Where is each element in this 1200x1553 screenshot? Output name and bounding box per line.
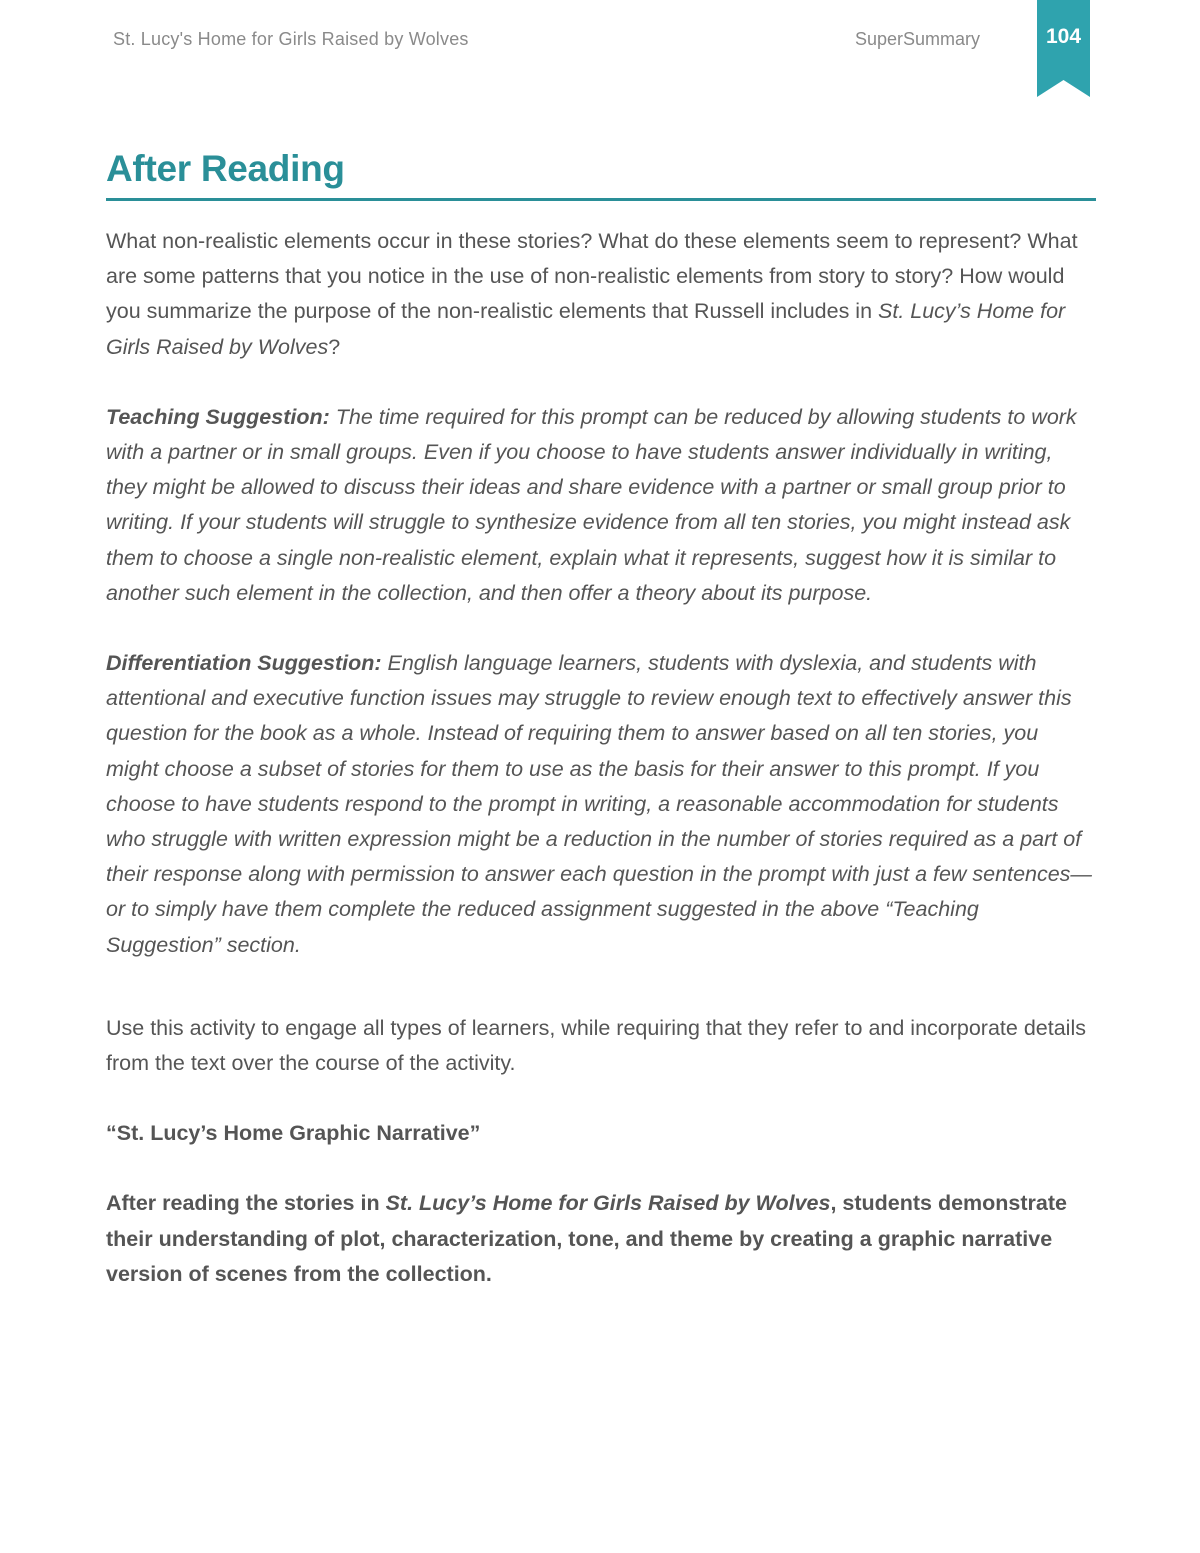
prompt-book-title: St. Lucy’s Home for Girls Raised by Wolves	[106, 299, 1066, 359]
activity-description-book-title: St. Lucy’s Home for Girls Raised by Wolves	[385, 1191, 831, 1216]
title-divider	[106, 198, 1096, 201]
teaching-suggestion	[106, 400, 1096, 611]
teaching-suggestion-text: The time required for this prompt can be reduced by allowing students to work with a partner or in small groups. Even if you choose to have students answer individually in writing, they might be allowed to discuss their ideas and share evidence with a partner or small group prior to writing. If your students will struggle to synthesize evidence from all ten stories, you might instead ask them to choose a single non-realistic element, explain what it represents, suggest how it is similar to another such element in the collection, and then offer a theory about its purpose.	[106, 404, 1077, 605]
running-header-book-title: St. Lucy's Home for Girls Raised by Wolves	[113, 29, 469, 49]
section-title: After Reading	[106, 148, 345, 189]
prompt-text: What non-realistic elements occur in these stories? What do these elements seem to represent? What are some patterns that you notice in the use of non-realistic elements from story to story? How would you summarize the purpose of the non-realistic elements that Russell includes in	[106, 229, 1078, 324]
differentiation-suggestion-label: Differentiation Suggestion:	[106, 651, 382, 676]
running-header-brand: SuperSummary	[855, 29, 981, 49]
page-number-bookmark	[1037, 0, 1090, 97]
differentiation-suggestion-text: English language learners, students with dyslexia, and students with attentional and executive function issues may struggle to review enough text to effectively answer this question for the book as a whole. Instead of requiring them to answer based on all ten stories, you might choose a subset of stories for them to use as the basis for their answer to this prompt. If you choose to have students respond to the prompt in writing, a reasonable accommodation for students who struggle with written expression might be a reduction in the number of stories required as a part of their response along with permission to answer each question in the prompt with just a few sentences—or to simply have them complete the reduced assignment suggested in the above “Teaching Suggestion” section.	[106, 651, 1092, 957]
activity-description-text: After reading the stories in	[106, 1191, 386, 1216]
page-content	[106, 224, 1096, 1292]
differentiation-suggestion	[106, 646, 1096, 963]
activity-intro: Use this activity to engage all types of learners, while requiring that they refer to and incorporate details from the text over the course of the activity.	[106, 1015, 1086, 1076]
prompt-text-end: ?	[328, 334, 341, 359]
page-number: 104	[1045, 25, 1082, 48]
activity-description	[106, 1186, 1096, 1292]
discussion-prompt	[106, 224, 1096, 365]
activity-description-text-end: , students demonstrate their understanding of plot, characterization, tone, and theme by creating a graphic narrative version of scenes from the collection.	[106, 1191, 1067, 1286]
page-header	[0, 0, 1200, 100]
activity-title: “St. Lucy’s Home Graphic Narrative”	[106, 1121, 481, 1146]
teaching-suggestion-label: Teaching Suggestion:	[106, 404, 330, 429]
